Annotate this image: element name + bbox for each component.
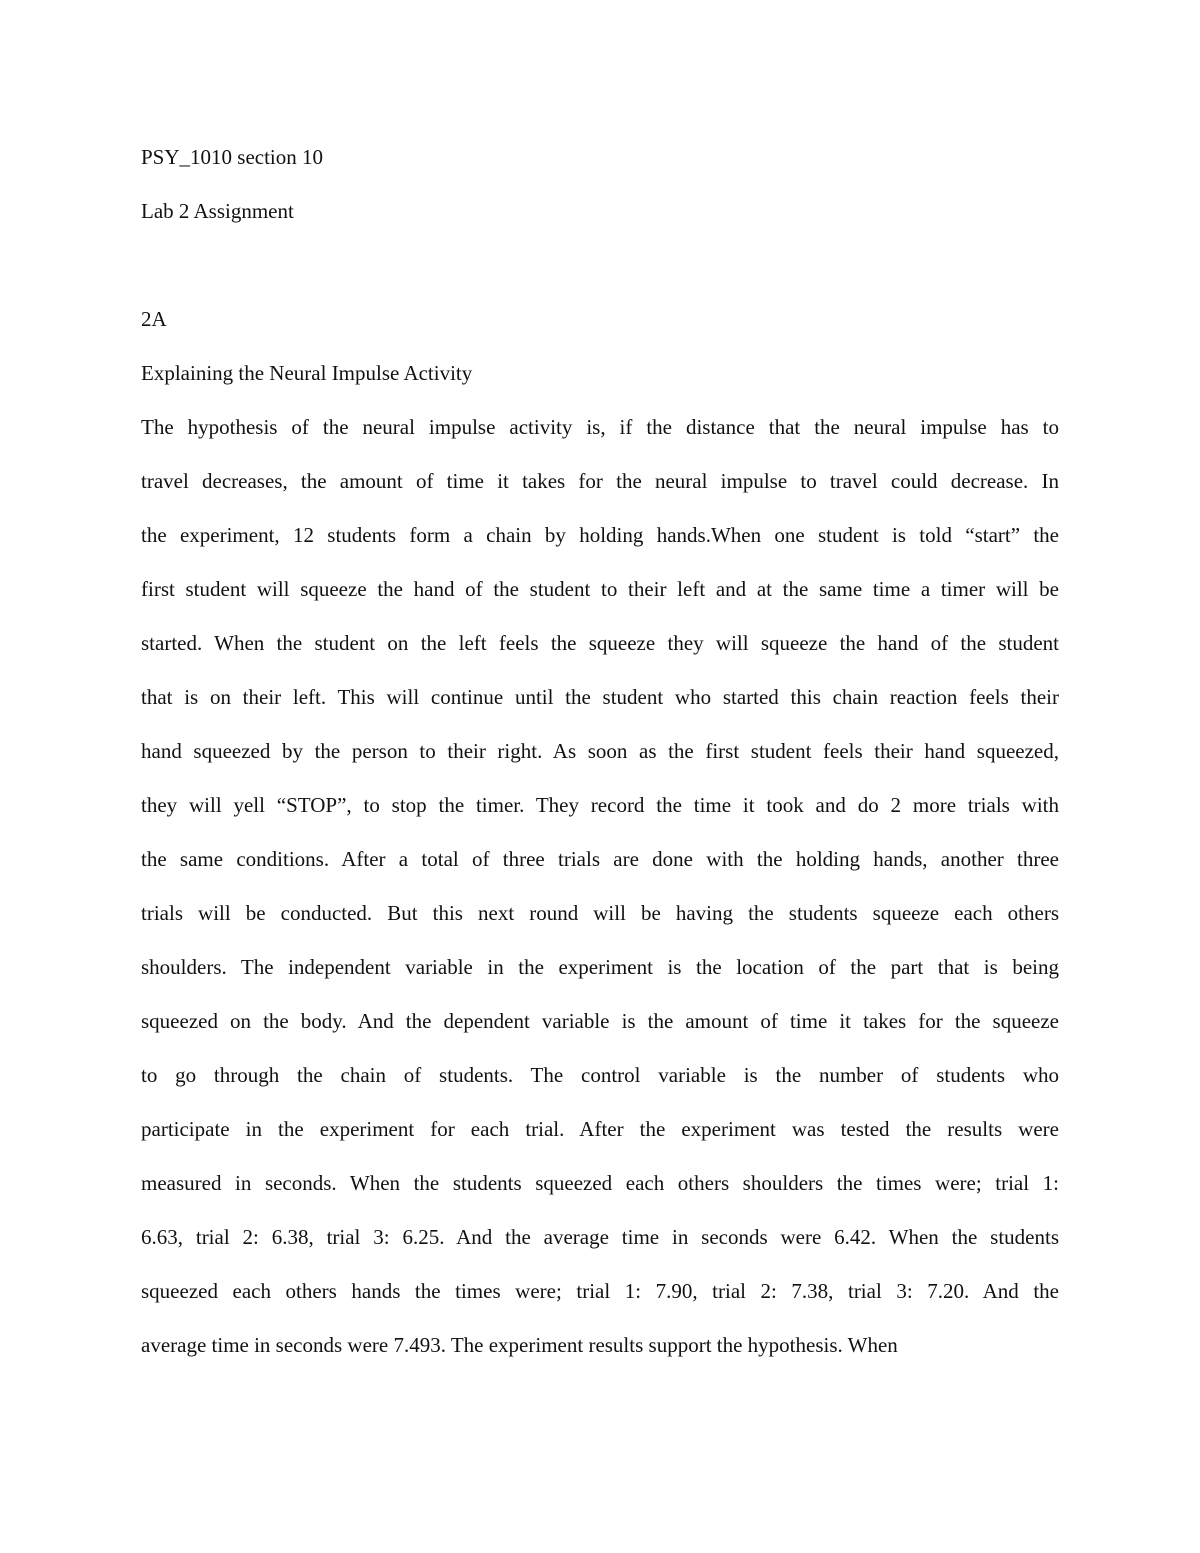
paragraph-line: measured in seconds. When the students squeezed each others shoulders the times were; trial 1:: [141, 1171, 1059, 1195]
paragraph-line: squeezed on the body. And the dependent variable is the amount of time it takes for the squeeze: [141, 1009, 1059, 1033]
section-title: Explaining the Neural Impulse Activity: [141, 361, 473, 385]
document-content: [141, 140, 1059, 1372]
paragraph-line: travel decreases, the amount of time it takes for the neural impulse to travel could decrease. In: [141, 469, 1059, 493]
course-heading: PSY_1010 section 10: [141, 145, 324, 169]
paragraph-line: the experiment, 12 students form a chain by holding hands.When one student is told “start” the: [141, 523, 1059, 547]
paragraph-line: participate in the experiment for each trial. After the experiment was tested the results were: [141, 1117, 1059, 1141]
body-paragraph: [141, 400, 1059, 1372]
paragraph-line: The hypothesis of the neural impulse activity is, if the distance that the neural impulse has to: [141, 415, 1059, 439]
paragraph-line: hand squeezed by the person to their right. As soon as the first student feels their hand squeezed,: [141, 739, 1059, 763]
section-label: 2A: [141, 307, 167, 331]
paragraph-line: shoulders. The independent variable in the experiment is the location of the part that is being: [141, 955, 1059, 979]
paragraph-line: they will yell “STOP”, to stop the timer. They record the time it took and do 2 more trials with: [141, 793, 1059, 817]
assignment-heading: Lab 2 Assignment: [141, 199, 294, 223]
paragraph-line: trials will be conducted. But this next round will be having the students squeeze each others: [141, 901, 1059, 925]
paragraph-line: first student will squeeze the hand of the student to their left and at the same time a timer will be: [141, 577, 1059, 601]
paragraph-line: to go through the chain of students. The control variable is the number of students who: [141, 1063, 1059, 1087]
paragraph-line: that is on their left. This will continue until the student who started this chain reaction feels their: [141, 685, 1059, 709]
paragraph-line: started. When the student on the left feels the squeeze they will squeeze the hand of the student: [141, 631, 1059, 655]
paragraph-line: the same conditions. After a total of three trials are done with the holding hands, another three: [141, 847, 1059, 871]
paragraph-line: average time in seconds were 7.493. The experiment results support the hypothesis. When: [141, 1333, 898, 1357]
paragraph-line: squeezed each others hands the times were; trial 1: 7.90, trial 2: 7.38, trial 3: 7.20. And the: [141, 1279, 1059, 1303]
paragraph-line: 6.63, trial 2: 6.38, trial 3: 6.25. And the average time in seconds were 6.42. When the students: [141, 1225, 1059, 1249]
blank-line: [141, 248, 1059, 302]
